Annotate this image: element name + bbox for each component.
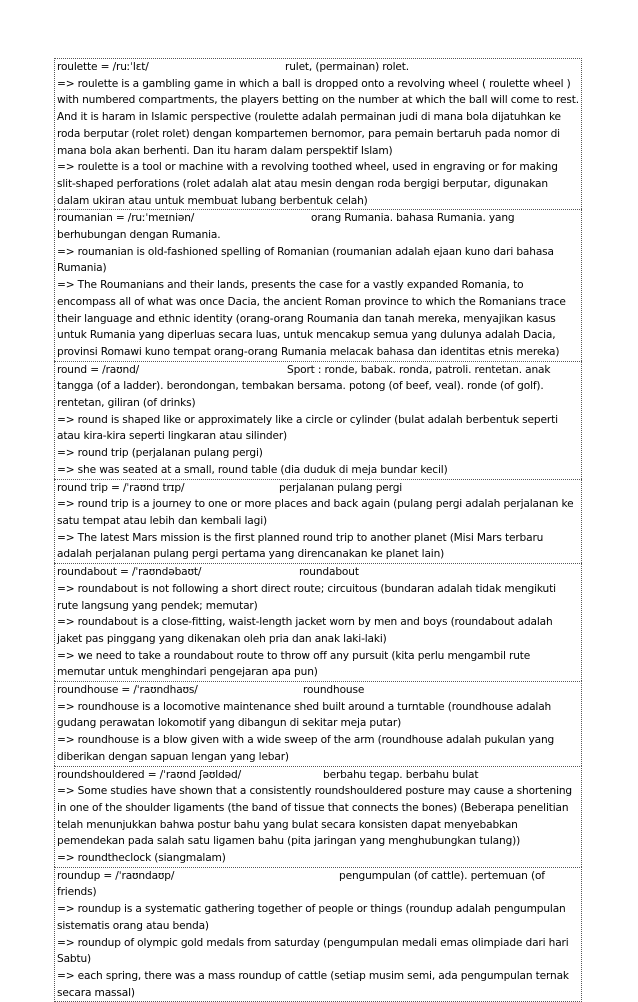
entry-headword-row (57, 682, 579, 699)
entry-example-line: => she was seated at a small, round table (dia duduk di meja bundar kecil) (57, 463, 448, 476)
dictionary-entry (54, 681, 582, 766)
entry-example-line: => round is shaped like or approximately like a circle or cylinder (bulat adalah berbentuk seperti atau kira-kira seperti lingkaran atau silinder) (57, 413, 558, 443)
entry-translation: orang Rumania. bahasa Rumania. yang berhubungan dengan Rumania. (57, 212, 515, 242)
entry-example-line: => roundabout is a close-fitting, waist-length jacket worn by men and boys (roundabout adalah jaket pas pinggang yang dikenakan oleh pria dan anak laki-laki) (57, 616, 553, 645)
dictionary-page (54, 58, 582, 1002)
entry-headword-row (57, 480, 579, 497)
entry-headword: roundup = /ˈraʊndaʊp/ (57, 869, 175, 882)
dictionary-entry (54, 361, 582, 479)
entry-headword: roundabout = /ˈraʊndəbaʊt/ (57, 566, 202, 579)
entry-example-line: => round trip (perjalanan pulang pergi) (57, 447, 263, 460)
dictionary-entry (54, 209, 582, 360)
entry-headword: roumanian = /ruːˈmeɪniən/ (57, 212, 195, 225)
entry-example-line: => roundhouse is a blow given with a wide sweep of the arm (roundhouse adalah pukulan yang diberikan dengan sapuan lengan yang lebar) (57, 734, 555, 763)
entry-headword-row (57, 767, 579, 784)
entry-translation: roundabout (299, 566, 359, 579)
entry-example-line: => roulette is a tool or machine with a revolving toothed wheel, used in engraving or for making slit-shaped perforations (rolet adalah alat atau mesin dengan roda bergigi berputar, digunakan dalam ukiran atau untuk membuat lubang berbentuk celah) (57, 161, 558, 207)
entry-example-line: => roumanian is old-fashioned spelling of Romanian (roumanian adalah ejaan kuno dari bahasa Rumania) (57, 245, 554, 275)
entry-example-line: => roulette is a gambling game in which a ball is dropped onto a revolving wheel ( roulette wheel ) with numbered compartments, the players betting on the number at which the ball will come to rest. And it is haram in Islamic perspective (roulette adalah permainan judi di mana bola dijatuhkan ke roda berputar (rolet rolet) dengan kompartemen bernomor, para pemain bertaruh pada nomor di mana bola akan berhenti. Dan itu haram dalam perspektif Islam) (57, 77, 579, 157)
dictionary-entry (54, 479, 582, 564)
entry-translation: perjalanan pulang pergi (279, 481, 403, 494)
entry-example-line: => each spring, there was a mass roundup of cattle (setiap musim semi, ada pengumpulan ternak secara massal) (57, 969, 569, 999)
entry-headword-row (57, 210, 579, 243)
entry-example-line: => The Roumanians and their lands, presents the case for a vastly expanded Romania, to encompass all of what was once Dacia, the ancient Roman province to which the Romanians trace their language and ethnic identity (orang-orang Roumania dan tanah mereka, menyajikan kasus untuk Rumania yang diperluas secara luas, untuk mencakup semua yang dulunya adalah Dacia, provinsi Romawi kuno tempat orang-orang Rumania melacak bahasa dan identitas etnis mereka) (57, 279, 566, 358)
entry-headword: round trip = /ˈraʊnd trɪp/ (57, 481, 185, 494)
entry-headword: roundshouldered = /ˈraʊnd ʃəʊldəd/ (57, 768, 242, 781)
entry-example-line: => Some studies have shown that a consistently roundshouldered posture may cause a shortening in one of the shoulder ligaments (the band of tissue that connects the bones) (Beberapa penelitian telah menunjukkan bahwa postur bahu yang bulat secara konsisten dapat menyebabkan pemendekan pada salah satu ligamen bahu (pita jaringan yang menghubungkan tulang)) (57, 785, 573, 848)
entry-example-line: => we need to take a roundabout route to throw off any pursuit (kita perlu mengambil rute memutar untuk menghindari pengejaran apa pun) (57, 649, 531, 679)
dictionary-entry (54, 58, 582, 209)
entry-headword: round = /raʊnd/ (57, 363, 140, 376)
entry-headword-row (57, 59, 579, 76)
entry-example-line: => roundup is a systematic gathering together of people or things (roundup adalah pengumpulan sistematis orang atau benda) (57, 903, 566, 932)
entry-headword-row (57, 564, 579, 581)
entry-translation: berbahu tegap. berbahu bulat (323, 768, 479, 781)
entry-example-line: => roundhouse is a locomotive maintenance shed built around a turntable (roundhouse adalah gudang perawatan lokomotif yang dibangun di sekitar meja putar) (57, 700, 552, 730)
entry-example-line: => roundtheclock (siangmalam) (57, 852, 226, 865)
entry-headword: roulette = /ruːˈlɛt/ (57, 61, 149, 73)
entry-translation: rulet, (permainan) rolet. (285, 61, 409, 73)
dictionary-entry (54, 563, 582, 681)
entry-example-line: => round trip is a journey to one or more places and back again (pulang pergi adalah perjalanan ke satu tempat atau lebih dan kembali lagi) (57, 498, 574, 527)
entry-translation: pengumpulan (of cattle). pertemuan (of friends) (57, 869, 545, 899)
entry-example-line: => The latest Mars mission is the first planned round trip to another planet (Misi Mars terbaru adalah perjalanan pulang pergi pertama yang direncanakan ke planet lain) (57, 531, 544, 561)
entry-translation: Sport : ronde, babak. ronda, patroli. rentetan. anak tangga (of a ladder). berondongan, tembakan bersama. potong (of beef, veal). ronde (of golf). rentetan, giliran (of drinks) (57, 363, 551, 410)
entry-example-line: => roundabout is not following a short direct route; circuitous (bundaran adalah tidak mengikuti rute langsung yang pendek; memutar) (57, 582, 556, 612)
dictionary-entry (54, 766, 582, 867)
entry-headword-row (57, 868, 579, 901)
entry-translation: roundhouse (303, 684, 365, 697)
entry-example-line: => roundup of olympic gold medals from saturday (pengumpulan medali emas olimpiade dari hari Sabtu) (57, 936, 569, 966)
entry-headword-row (57, 362, 579, 412)
dictionary-entry (54, 867, 582, 1002)
entry-headword: roundhouse = /ˈraʊndhaʊs/ (57, 684, 198, 697)
